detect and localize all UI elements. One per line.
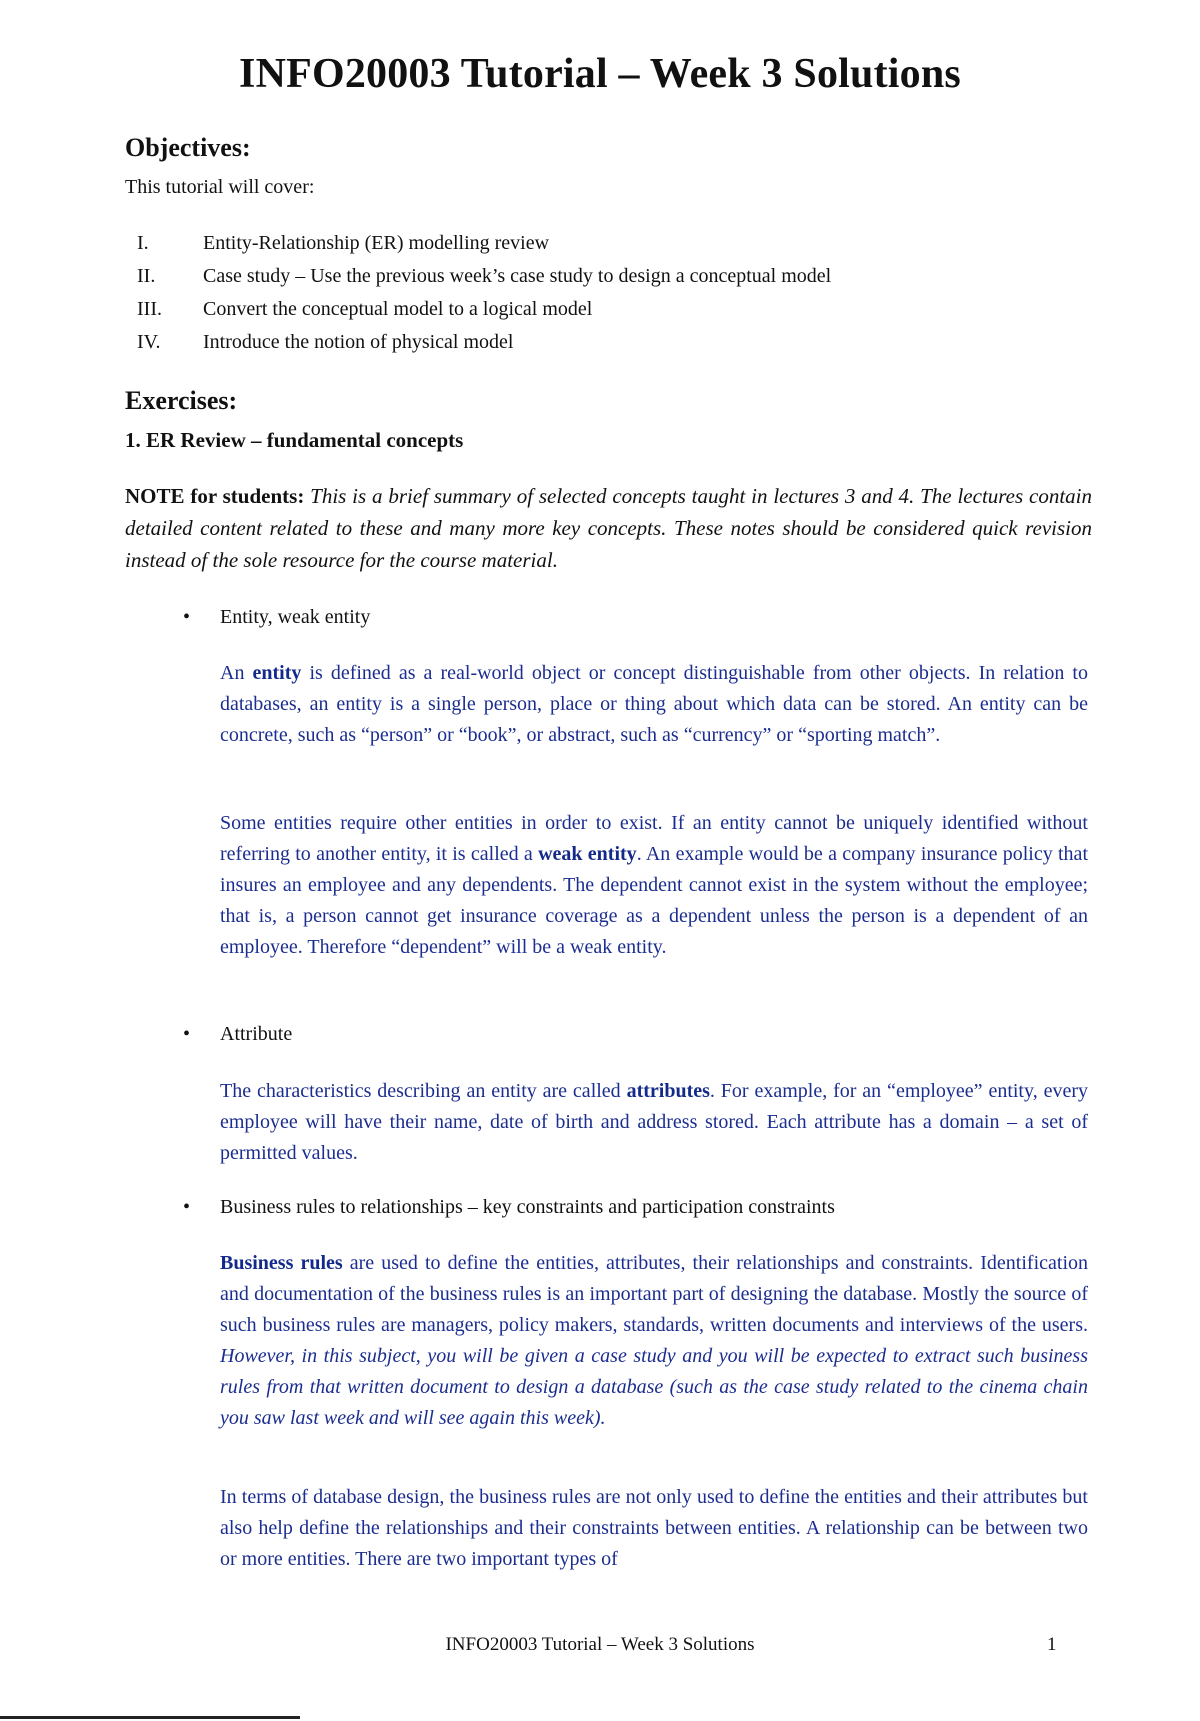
term-highlight: entity [252, 662, 302, 684]
page-number: 1 [1047, 1634, 1057, 1655]
objective-item [125, 265, 1025, 298]
bottom-divider [0, 1716, 300, 1719]
exercises-heading: Exercises: [125, 386, 238, 415]
bullet-label: Attribute [220, 1023, 293, 1045]
objectives-list [125, 232, 1025, 364]
paragraph-text: . For example, for an “employee” entity, every employee will have their name, date of birth and address stored. Each attribute has a domain – a set of permitted values. [220, 1080, 1088, 1164]
paragraph-text: are used to define the entities, attributes, their relationships and constraints. Identification and documentation of the business rules is an important part of designing the database. Mostly the source of such business rules are managers, policy makers, standards, written documents and interviews of the users. [220, 1252, 1088, 1336]
paragraph-text: is defined as a real-world object or concept distinguishable from other objects. In relation to databases, an entity is a single person, place or thing about which data can be stored. An entity can be concrete, such as “person” or “book”, or abstract, such as “currency” or “sporting match”. [220, 662, 1088, 746]
objective-item [125, 298, 1025, 331]
bullet-icon: • [183, 606, 191, 628]
objective-text: Case study – Use the previous week’s case study to design a conceptual model [203, 265, 832, 287]
bullet-label: Entity, weak entity [220, 606, 371, 628]
paragraph [220, 808, 1088, 963]
bullet-label: Business rules to relationships – key constraints and participation constraints [220, 1196, 835, 1218]
bullet-icon: • [183, 1196, 191, 1218]
objective-number: II. [137, 265, 156, 287]
objective-text: Introduce the notion of physical model [203, 331, 514, 353]
section-heading: 1. ER Review – fundamental concepts [125, 428, 464, 452]
paragraph [220, 1482, 1088, 1575]
paragraph-text: An [220, 662, 253, 684]
paragraph [220, 1248, 1088, 1434]
bullet-icon: • [183, 1023, 191, 1045]
objective-text: Entity-Relationship (ER) modelling review [203, 232, 550, 254]
document-title: INFO20003 Tutorial – Week 3 Solutions [239, 51, 961, 97]
objective-item [125, 232, 1025, 265]
note-lead: NOTE for students: [125, 484, 305, 508]
paragraph-text: . An example would be a company insurance policy that insures an employee and any dependents. The dependent cannot exist in the system without the employee; that is, a person cannot get insurance coverage as a dependent unless the person is a dependent of an employee. Therefore “dependent” will be a weak entity. [220, 843, 1088, 958]
objective-item [125, 331, 1025, 364]
paragraph-text: The characteristics describing an entity are called [220, 1080, 627, 1102]
objectives-heading: Objectives: [125, 133, 251, 162]
paragraph [220, 658, 1088, 751]
student-note [125, 480, 1092, 576]
objective-number: IV. [137, 331, 161, 353]
paragraph-text: In terms of database design, the business rules are not only used to define the entities and their attributes but also help define the relationships and their constraints between entities. A relationship can be between two or more entities. There are two important types of [220, 1486, 1088, 1570]
paragraph-text: Some entities require other entities in order to exist. If an entity cannot be uniquely identified without referring to another entity, it is called a [220, 812, 1088, 865]
objective-text: Convert the conceptual model to a logical model [203, 298, 593, 320]
objective-number: I. [137, 232, 149, 254]
term-highlight: Business rules [220, 1252, 343, 1274]
page-footer: INFO20003 Tutorial – Week 3 Solutions [445, 1634, 755, 1655]
term-highlight: weak entity [538, 843, 637, 865]
objectives-intro: This tutorial will cover: [125, 176, 315, 198]
paragraph-italic: However, in this subject, you will be given a case study and you will be expected to extract such business rules from that written document to design a database (such as the case study related to the cinema chain you saw last week and will see again this week). [220, 1345, 1088, 1429]
objective-number: III. [137, 298, 162, 320]
note-body: This is a brief summary of selected concepts taught in lectures 3 and 4. The lectures contain detailed content related to these and many more key concepts. These notes should be considered quick revision instead of the sole resource for the course material. [125, 484, 1092, 572]
term-highlight: attributes [626, 1080, 710, 1102]
paragraph [220, 1076, 1088, 1169]
